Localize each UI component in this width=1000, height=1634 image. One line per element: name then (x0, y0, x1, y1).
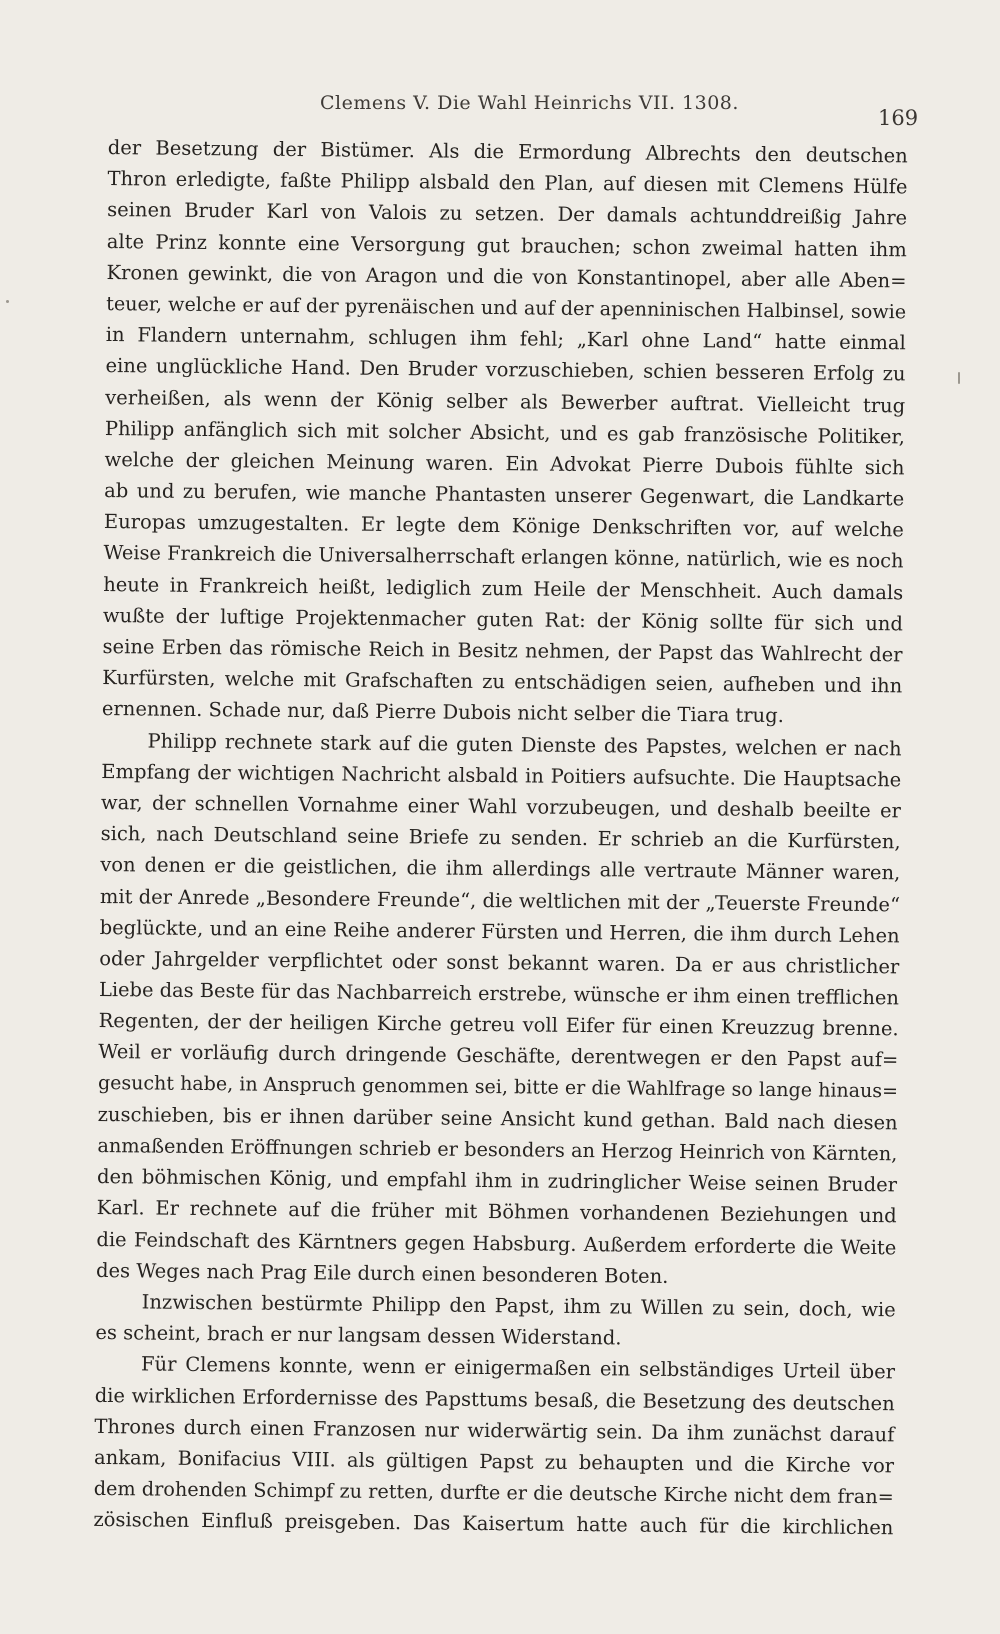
text-line: den böhmischen König, und empfahl ihm in zudringlicher Weise seinen Bruder (96, 1165, 898, 1197)
text-line: seine Erben das römische Reich in Besitz nehmen, der Papst das Wahlrecht der (102, 634, 903, 667)
text-line: seinen Bruder Karl von Valois zu setzen. Der damals achtunddreißig Jahre (107, 198, 908, 230)
text-line: ab und zu berufen, wie manche Phantasten unserer Gegenwart, die Landkarte (104, 479, 905, 511)
text-line: von denen er die geistlichen, die ihm allerdings alle vertraute Männer waren, (100, 853, 901, 885)
text-line: welche der gleichen Meinung waren. Ein Advokat Pierre Dubois fühlte sich (104, 447, 905, 480)
text-line: heute in Frankreich heißt, lediglich zum Heile der Menschheit. Auch damals (103, 572, 904, 604)
text-line: ernennen. Schade nur, daß Pierre Dubois nicht selber die Tiara trug. (101, 697, 784, 728)
text-line: dem drohenden Schimpf zu retten, durfte er die deutsche Kirche nicht dem fran= (93, 1476, 894, 1509)
text-line: ankam, Bonifacius VIII. als gültigen Papst zu behaupten und die Kirche vor (94, 1445, 895, 1478)
text-line: alte Prinz konnte eine Versorgung gut brauchen; schon zweimal hatten ihm (106, 229, 907, 261)
text-line: Weise Frankreich die Universalherrschaft erlangen könne, natürlich, wie es noch (103, 541, 904, 573)
text-line: Für Clemens konnte, wenn er einigermaßen ein selbständiges Urteil über (140, 1352, 896, 1384)
text-line: Karl. Er rechnete auf die früher mit Böhmen vorhandenen Beziehungen und (96, 1196, 897, 1228)
text-line: die wirklichen Erfordernisse des Papsttums besaß, die Besetzung des deutschen (94, 1383, 895, 1415)
text-line: Thrones durch einen Franzosen nur widerwärtig sein. Da ihm zunächst darauf (94, 1414, 895, 1446)
text-line: Europas umzugestalten. Er legte dem Könige Denkschriften vor, auf welche (103, 510, 904, 542)
body-text (93, 132, 908, 1544)
paper-speck (958, 372, 960, 384)
text-line: Empfang der wichtigen Nachricht alsbald in Poitiers aufsuchte. Die Hauptsache (101, 759, 902, 792)
text-line: verheißen, als wenn der König selber als Bewerber auftrat. Vielleicht trug (105, 385, 906, 417)
text-line: die Feindschaft des Kärntners gegen Habsburg. Außerdem erforderte die Weite (96, 1227, 897, 1259)
text-line: in Flandern unternahm, schlugen ihm fehl; „Karl ohne Land“ hatte einmal (105, 323, 906, 355)
text-line: zuschieben, bis er ihnen darüber seine Ansicht kund gethan. Bald nach diesen (97, 1102, 898, 1135)
text-line: Philipp rechnete stark auf die guten Dienste des Papstes, welchen er nach (147, 729, 902, 760)
text-line: sich, nach Deutschland seine Briefe zu senden. Er schrieb an die Kurfürsten, (100, 822, 901, 854)
running-head: Clemens V. Die Wahl Heinrichs VII. 1308. (320, 92, 739, 114)
paper-speck (6, 300, 9, 303)
text-line: Regenten, der der heiligen Kirche getreu voll Eifer für einen Kreuzzug brenne. (98, 1009, 899, 1041)
text-line: Kurfürsten, welche mit Grafschaften zu entschädigen seien, aufheben und ihn (102, 666, 903, 698)
text-line: eine unglückliche Hand. Den Bruder vorzuschieben, schien besseren Erfolg zu (105, 354, 906, 386)
page-header (0, 92, 1000, 130)
text-line: anmaßenden Eröffnungen schrieb er besonders an Herzog Heinrich von Kärnten, (97, 1133, 898, 1166)
text-line: Liebe das Beste für das Nachbarreich erstrebe, wünsche er ihm einen trefflichen (98, 978, 900, 1010)
text-line: des Weges nach Prag Eile durch einen besonderen Boten. (95, 1258, 669, 1288)
text-line: mit der Anrede „Besondere Freunde“, die weltlichen mit der „Teuerste Freunde“ (99, 884, 901, 916)
text-line: Philipp anfänglich sich mit solcher Absicht, und es gab französische Politiker, (104, 416, 905, 449)
text-line: gesucht habe, in Anspruch genommen sei, bitte er die Wahlfrage so lange hinaus= (97, 1071, 899, 1102)
text-line: der Besetzung der Bistümer. Als die Ermordung Albrechts den deutschen (107, 135, 908, 168)
text-line: Weil er vorläufig durch dringende Geschäfte, derentwegen er den Papst auf= (98, 1040, 899, 1072)
text-line: oder Jahrgelder verpflichtet oder sonst bekannt waren. Da er aus christlicher (99, 946, 900, 979)
text-line: Kronen gewinkt, die von Aragon und die von Konstantinopel, aber alle Aben= (106, 260, 907, 293)
text-line: es scheint, brach er nur langsam dessen Widerstand. (95, 1321, 622, 1350)
text-line: Inzwischen bestürmte Philipp den Papst, ihm zu Willen zu sein, doch, wie (141, 1290, 896, 1322)
text-line: Thron erledigte, faßte Philipp alsbald den Plan, auf diesen mit Clemens Hülfe (107, 167, 908, 199)
text-line: wußte der luftige Projektenmacher guten Rat: der König sollte für sich und (102, 603, 904, 636)
text-line: zösischen Einfluß preisgeben. Das Kaisertum hatte auch für die kirchlichen (93, 1508, 894, 1540)
page-number: 169 (878, 106, 919, 130)
text-line: war, der schnellen Vornahme einer Wahl vorzubeugen, und deshalb beeilte er (100, 790, 902, 823)
text-line: beglückte, und an eine Reihe anderer Fürsten und Herren, die ihm durch Lehen (99, 915, 900, 948)
text-line: teuer, welche er auf der pyrenäischen und auf der apenninischen Halbinsel, sowie (106, 291, 907, 324)
